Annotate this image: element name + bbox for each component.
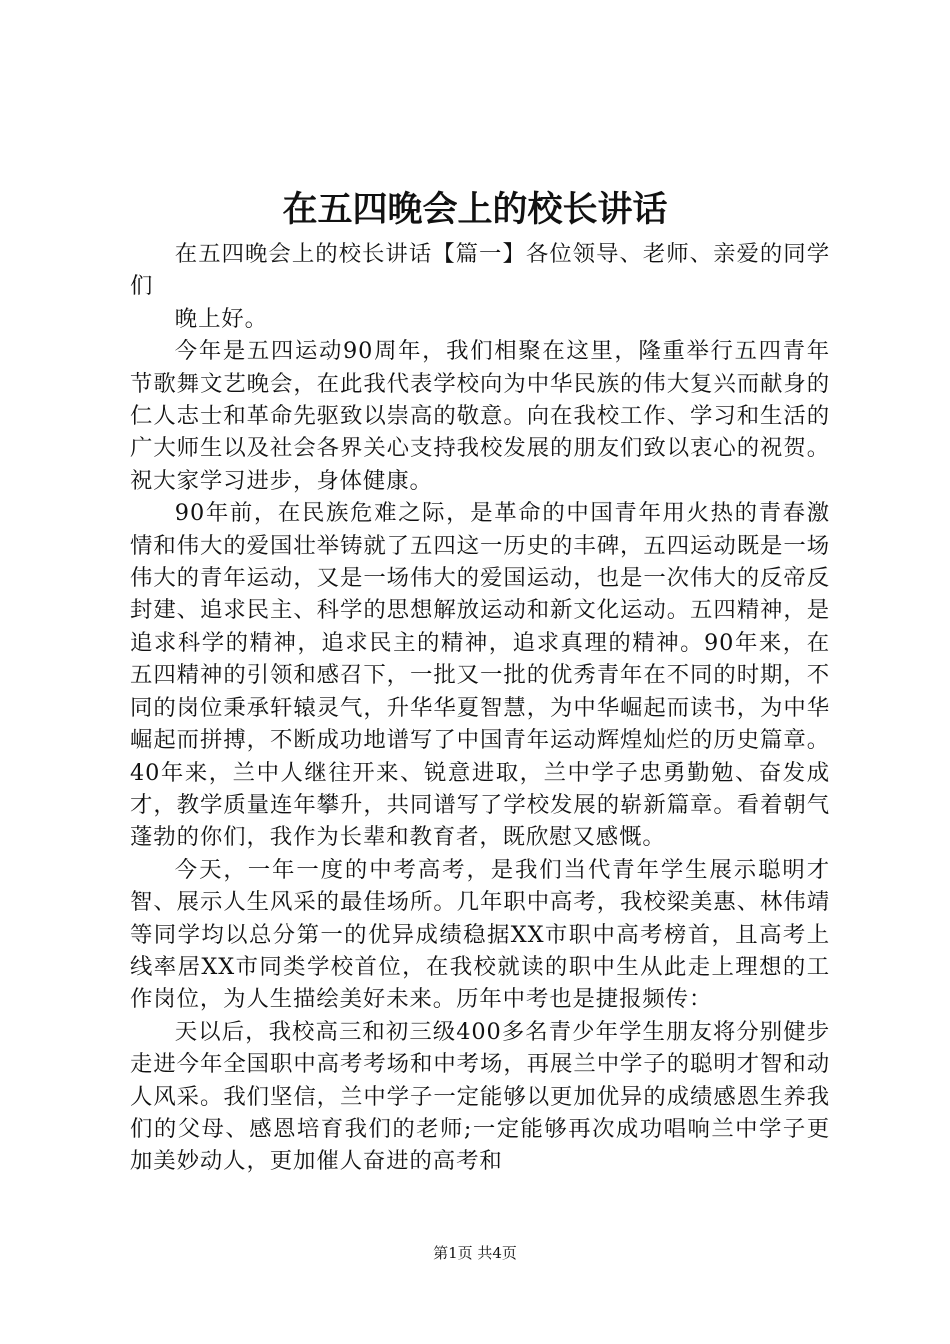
paragraph: 90年前，在民族危难之际，是革命的中国青年用火热的青春激情和伟大的爱国壮举铸就了五四这一历史的丰碑，五四运动既是一场伟大的青年运动，又是一场伟大的爱国运动，也是一次伟大的反帝反封建、追求民主、科学的思想解放运动和新文化运动。五四精神，是追求科学的精神，追求民主的精神，追求真理的精神。90年来，在五四精神的引领和感召下，一批又一批的优秀青年在不同的时期，不同的岗位秉承轩辕灵气，升华华夏智慧，为中华崛起而读书，为中华崛起而拼搏，不断成功地谱写了中国青年运动辉煌灿烂的历史篇章。40年来，兰中人继往开来、锐意进取，兰中学子忠勇勤勉、奋发成才，教学质量连年攀升，共同谱写了学校发展的崭新篇章。看着朝气蓬勃的你们，我作为长辈和教育者，既欣慰又感慨。 [130, 500, 830, 851]
paragraph: 晚上好。 [174, 305, 268, 332]
document-body [130, 238, 830, 1178]
page-number-footer: 第1页 共4页 [433, 1244, 517, 1262]
document-title: 在五四晚会上的校长讲话 [282, 189, 668, 230]
paragraph: 在五四晚会上的校长讲话【篇一】各位领导、老师、亲爱的同学们 [130, 241, 830, 300]
paragraph: 今天，一年一度的中考高考，是我们当代青年学生展示聪明才智、展示人生风采的最佳场所。几年职中高考，我校梁美惠、林伟靖等同学均以总分第一的优异成绩稳据XX市职中高考榜首，且高考上线率居XX市同类学校首位，在我校就读的职中生从此走上理想的工作岗位，为人生描绘美好未来。历年中考也是捷报频传： [130, 856, 830, 1013]
paragraph: 天以后，我校高三和初三级400多名青少年学生朋友将分别健步走进今年全国职中高考考场和中考场，再展兰中学子的聪明才智和动人风采。我们坚信，兰中学子一定能够以更加优异的成绩感恩生养我们的父母、感恩培育我们的老师;一定能够再次成功唱响兰中学子更加美妙动人，更加催人奋进的高考和 [130, 1018, 830, 1175]
paragraph: 今年是五四运动90周年，我们相聚在这里，隆重举行五四青年节歌舞文艺晚会，在此我代表学校向为中华民族的伟大复兴而献身的仁人志士和革命先驱致以崇高的敬意。向在我校工作、学习和生活的广大师生以及社会各界关心支持我校发展的朋友们致以衷心的祝贺。祝大家学习进步，身体健康。 [130, 338, 830, 494]
